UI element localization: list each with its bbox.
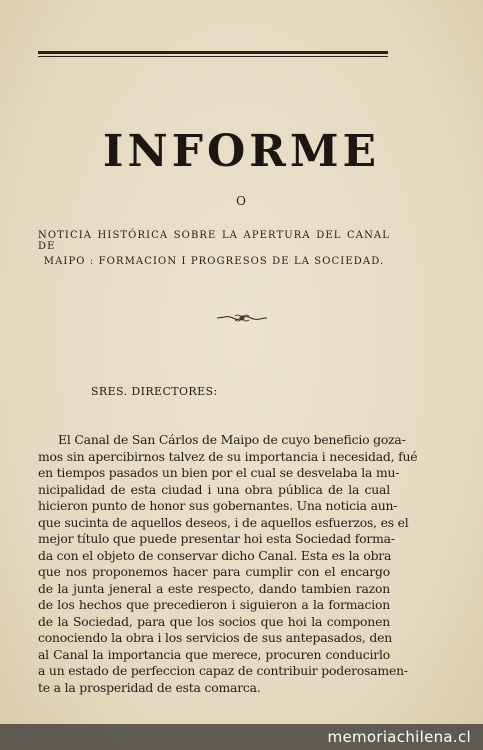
body-line: que sucinta de aquellos deseos, i de aquellos esfuerzos, es el [38,514,409,530]
body-line: El Canal de San Cárlos de Maipo de cuyo beneficio goza- [58,432,406,447]
subtitle-line-1: NOTICIA HISTÓRICA SOBRE LA APERTURA DEL CANAL DE [38,230,390,252]
top-thick-rule [38,51,388,54]
body-line: de la Sociedad, para que los socios que hoi la componen [38,613,390,629]
ornament-divider [0,309,483,328]
salutation: SRES. DIRECTORES: [91,385,218,398]
body-line: que nos proponemos hacer para cumplir con el encargo [38,564,390,579]
subtitle-line-2: MAIPO : FORMACION I PROGRESOS DE LA SOCIEDAD. [43,256,385,267]
body-line: mos sin apercibirnos talvez de su importancia i necesidad, fué [38,448,418,464]
body-line: a un estado de perfeccion capaz de contribuir poderosamen- [38,663,408,678]
body-line: conociendo la obra i los servicios de sus antepasados, den [38,630,393,645]
watermark-bar [0,724,483,750]
body-line: nicipalidad de esta ciudad i una obra pública de la cual [38,481,390,497]
document-title: INFORME [102,126,381,177]
body-line: de los hechos que precedieron i siguieron a la formacion [38,597,390,612]
body-line: de la junta jeneral a este respecto, dando tambien razon [38,580,390,596]
body-line: da con el objeto de conservar dicho Canal. Esta es la obra [38,547,392,563]
body-line: hicieron punto de honor sus gobernantes. Una noticia aun- [38,498,398,513]
title-conjunction: O [236,194,247,208]
watermark-text: memoriachilena.cl [327,728,471,746]
body-paragraph [38,432,418,696]
body-line: mejor título que puede presentar hoi esta Sociedad forma- [38,531,395,546]
body-line: en tiempos pasados un bien por el cual se desvelaba la mu- [38,465,400,480]
body-line: al Canal la importancia que merece, procuren conducirlo [38,646,390,662]
top-thin-rule [38,56,388,57]
body-line: te a la prosperidad de esta comarca. [38,679,261,695]
